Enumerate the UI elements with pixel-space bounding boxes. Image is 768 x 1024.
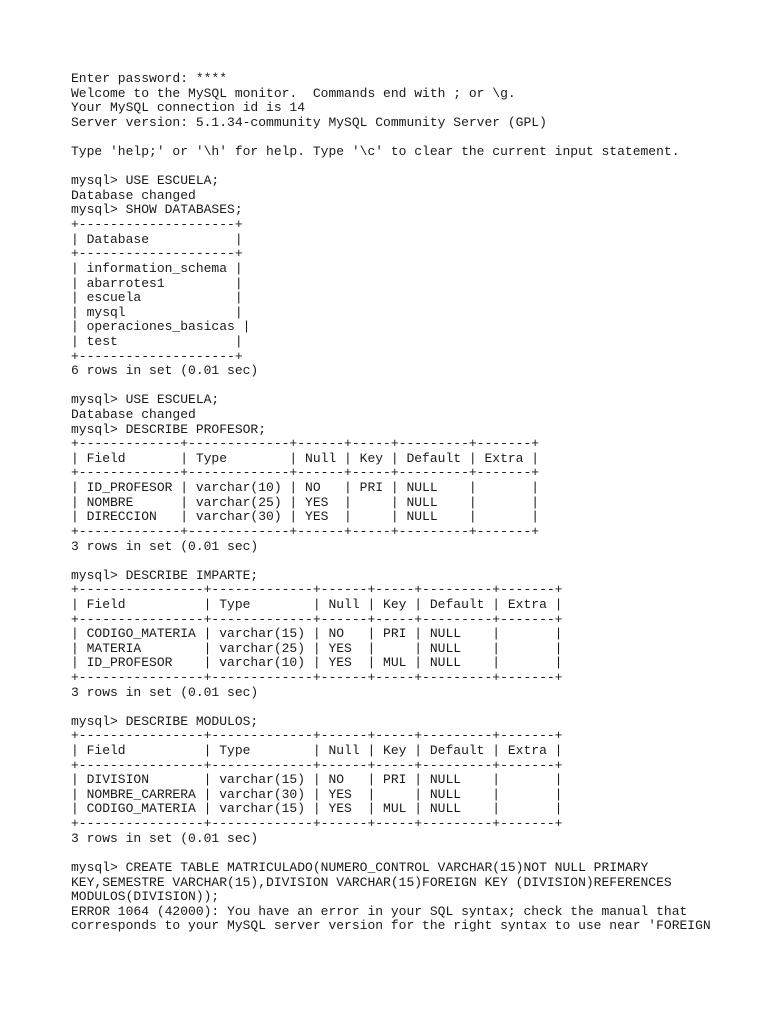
terminal-line: Type 'help;' or '\h' for help. Type '\c' to clear the current input statement.: [71, 144, 680, 160]
terminal-line: +--------------------+: [71, 246, 243, 262]
terminal-line: mysql> DESCRIBE PROFESOR;: [71, 421, 267, 437]
terminal-line: | mysql |: [71, 304, 243, 320]
terminal-line: | Field | Type | Null | Key | Default | Extra |: [71, 450, 540, 466]
terminal-line: 3 rows in set (0.01 sec): [71, 538, 259, 554]
terminal-line: | NOMBRE | varchar(25) | YES | | NULL | |: [71, 494, 540, 510]
terminal-output: [71, 72, 761, 934]
terminal-line: +----------------+-------------+------+-----+---------+-------+: [71, 582, 563, 598]
terminal-line: +----------------+-------------+------+-----+---------+-------+: [71, 728, 563, 744]
terminal-line: +--------------------+: [71, 217, 243, 233]
terminal-line: mysql> USE ESCUELA;: [71, 392, 220, 408]
terminal-line: [71, 554, 761, 569]
terminal-line: +----------------+-------------+------+-----+---------+-------+: [71, 816, 563, 832]
terminal-line: 6 rows in set (0.01 sec): [71, 363, 259, 379]
terminal-line: Server version: 5.1.34-community MySQL Community Server (GPL): [71, 114, 547, 130]
terminal-line: mysql> DESCRIBE IMPARTE;: [71, 567, 259, 583]
terminal-line: corresponds to your MySQL server version for the right syntax to use near 'FOREIGN: [71, 918, 711, 934]
terminal-line: [71, 700, 761, 715]
terminal-line: | information_schema |: [71, 260, 243, 276]
terminal-line: MODULOS(DIVISION));: [71, 889, 220, 905]
terminal-line: mysql> SHOW DATABASES;: [71, 202, 243, 218]
terminal-line: mysql> CREATE TABLE MATRICULADO(NUMERO_CONTROL VARCHAR(15)NOT NULL PRIMARY: [71, 859, 649, 875]
terminal-line: | DIVISION | varchar(15) | NO | PRI | NULL | |: [71, 772, 563, 788]
terminal-line: +-------------+-------------+------+-----+---------+-------+: [71, 436, 540, 452]
terminal-line: 3 rows in set (0.01 sec): [71, 684, 259, 700]
terminal-line: [71, 846, 761, 861]
terminal-line: Enter password: ****: [71, 72, 228, 86]
terminal-line: | MATERIA | varchar(25) | YES | | NULL | |: [71, 640, 563, 656]
terminal-line: +----------------+-------------+------+-----+---------+-------+: [71, 757, 563, 773]
terminal-line: | ID_PROFESOR | varchar(10) | NO | PRI | NULL | |: [71, 480, 540, 496]
terminal-line: mysql> DESCRIBE MODULOS;: [71, 713, 259, 729]
terminal-line: KEY,SEMESTRE VARCHAR(15),DIVISION VARCHAR(15)FOREIGN KEY (DIVISION)REFERENCES: [71, 874, 672, 890]
terminal-line: +-------------+-------------+------+-----+---------+-------+: [71, 465, 540, 481]
terminal-line: +----------------+-------------+------+-----+---------+-------+: [71, 611, 563, 627]
terminal-line: +-------------+-------------+------+-----+---------+-------+: [71, 523, 540, 539]
terminal-line: | test |: [71, 333, 243, 349]
terminal-line: | escuela |: [71, 290, 243, 306]
terminal-line: | DIRECCION | varchar(30) | YES | | NULL | |: [71, 509, 540, 525]
terminal-line: | operaciones_basicas |: [71, 319, 251, 335]
terminal-line: | CODIGO_MATERIA | varchar(15) | YES | MUL | NULL | |: [71, 801, 563, 817]
terminal-line: [71, 160, 761, 175]
terminal-line: | abarrotes1 |: [71, 275, 243, 291]
terminal-line: | ID_PROFESOR | varchar(10) | YES | MUL | NULL | |: [71, 655, 563, 671]
terminal-line: Database changed: [71, 407, 196, 423]
terminal-line: | Database |: [71, 231, 243, 247]
terminal-line: Your MySQL connection id is 14: [71, 100, 306, 116]
terminal-line: 3 rows in set (0.01 sec): [71, 830, 259, 846]
terminal-line: mysql> USE ESCUELA;: [71, 173, 220, 189]
terminal-line: ERROR 1064 (42000): You have an error in your SQL syntax; check the manual that: [71, 903, 688, 919]
terminal-line: Welcome to the MySQL monitor. Commands end with ; or \g.: [71, 85, 516, 101]
terminal-line: | NOMBRE_CARRERA | varchar(30) | YES | | NULL | |: [71, 786, 563, 802]
terminal-line: | Field | Type | Null | Key | Default | Extra |: [71, 596, 563, 612]
terminal-line: [71, 379, 761, 394]
terminal-line: Database changed: [71, 187, 196, 203]
terminal-line: | CODIGO_MATERIA | varchar(15) | NO | PRI | NULL | |: [71, 626, 563, 642]
terminal-line: +--------------------+: [71, 348, 243, 364]
terminal-line: +----------------+-------------+------+-----+---------+-------+: [71, 669, 563, 685]
terminal-line: | Field | Type | Null | Key | Default | Extra |: [71, 743, 563, 759]
terminal-line: [71, 130, 761, 145]
